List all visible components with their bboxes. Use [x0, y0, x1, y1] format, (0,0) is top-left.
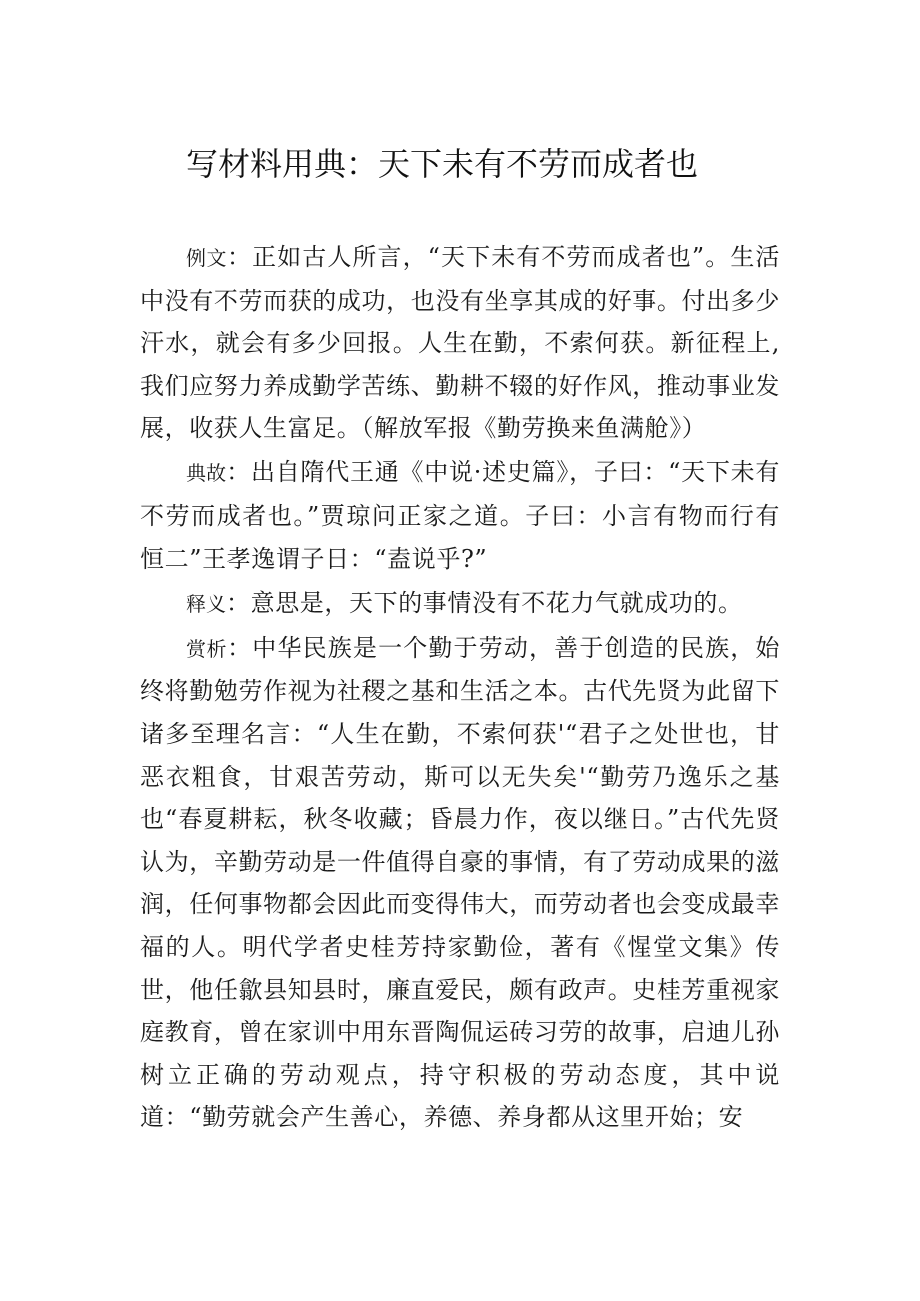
document-body [140, 236, 780, 1140]
page-title: 写材料用典：天下未有不劳而成者也 [186, 145, 699, 183]
paragraph-example [140, 236, 780, 450]
paragraph-allusion [140, 451, 780, 580]
paragraph-label: 典故 [186, 461, 227, 486]
paragraph-label: 释义 [186, 591, 226, 616]
paragraph-label: 例文 [186, 246, 227, 270]
paragraph-text: ：意思是，天下的事情没有不花力气就成功的。 [226, 588, 743, 617]
paragraph-appreciation [140, 627, 780, 1139]
paragraph-text: ：出自隋代王通《中说·述史篇》，子曰：“天下未有不劳而成者也。”贾琼问正家之道。子曰：小言有物而行有恒二”王孝逸谓子日：“盍说乎?” [140, 458, 781, 573]
paragraph-label: 赏析 [186, 636, 228, 661]
paragraph-meaning [140, 582, 780, 626]
paragraph-text: ：中华民族是一个勤于劳动，善于创造的民族，始终将勤勉劳作视为社稷之基和生活之本。古代先贤为此留下诸多至理名言：“人生在勤，不索何获'“君子之处世也，甘恶衣粗食，甘艰苦劳动，斯可以无失矣'“勤劳乃逸乐之基也“春夏耕耘，秋冬收藏；昏晨力作，夜以继日。”古代先贤认为，辛勤劳动是一件值得自豪的事情，有了劳动成果的滋润，任何事物都会因此而变得伟大，而劳动者也会变成最幸福的人。明代学者史桂芳持家勤俭，著有《惺堂文集》传世，他任歙县知县时，廉直爱民，颇有政声。史桂芳重视家庭教育，曾在家训中用东晋陶侃运砖习劳的故事，启迪儿孙树立正确的劳动观点，持守积极的劳动态度，其中说道：“勤劳就会产生善心，养德、养身都从这里开始；安 [140, 633, 781, 1132]
paragraph-text: ：正如古人所言，“天下未有不劳而成者也”。生活中没有不劳而获的成功，也没有坐享其成的好事。付出多少汗水，就会有多少回报。人生在勤，不索何获。新征程上,我们应努力养成勤学苦练、勤耕不辍的好作风，推动事业发展，收获人生富足。（解放军报《勤劳换来鱼满舱》） [140, 243, 781, 443]
